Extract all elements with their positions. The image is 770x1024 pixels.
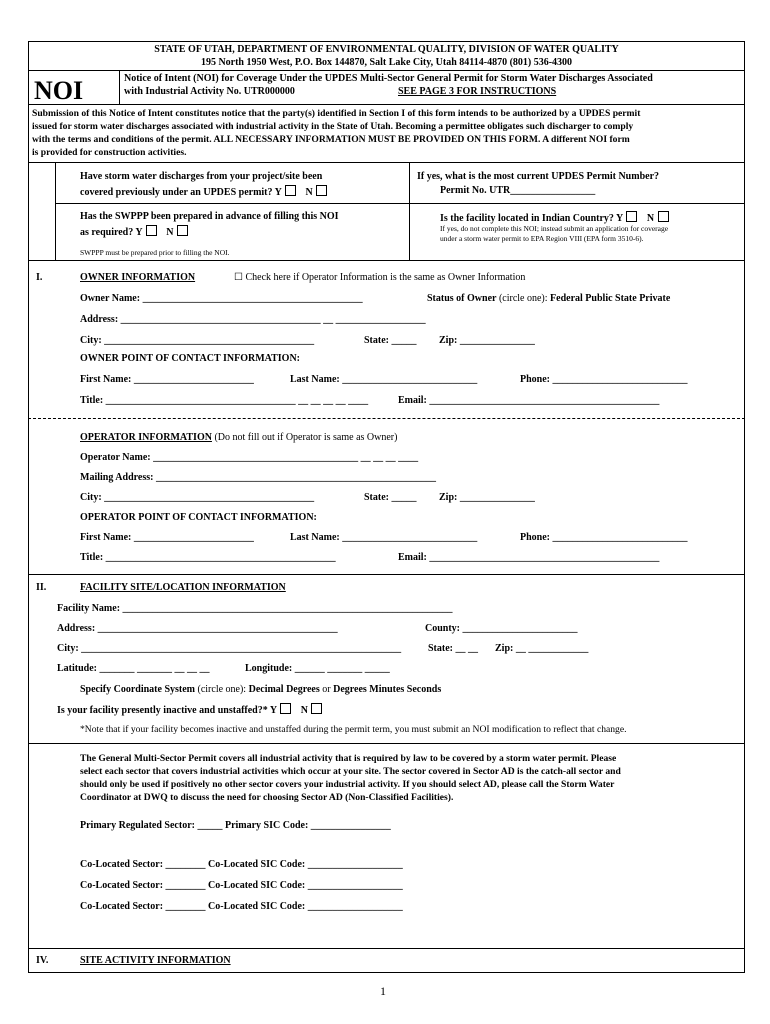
question-row-divider [55, 203, 745, 204]
coordinate-system-label: Specify Coordinate System [80, 684, 195, 695]
owner-title-field[interactable]: Title: ______________________________________ __ __ __ __ ____ [80, 395, 369, 406]
q-swppp-text: as required? Y [80, 227, 143, 238]
owner-city-field[interactable]: City: __________________________________________ [80, 335, 315, 346]
q-previous-yes-checkbox[interactable] [285, 185, 296, 196]
section2-divider [28, 574, 745, 575]
q-indian-yes-checkbox[interactable] [626, 211, 637, 222]
section3-divider [28, 743, 745, 744]
q-indian-no-checkbox[interactable] [658, 211, 669, 222]
owner-zip-field[interactable]: Zip: _______________ [439, 335, 535, 346]
operator-mailing-field[interactable]: Mailing Address: ________________________________________________________ [80, 472, 436, 483]
facility-longitude-field[interactable]: Longitude: ______ _______ _____ [245, 663, 390, 674]
co-located-sector-1[interactable]: Co-Located Sector: ________ Co-Located SIC Code: ___________________ [80, 859, 403, 870]
sector-paragraph-line2: select each sector that covers industrial activities which occur at your site. The sector covered in Sector AD is the catch-all sector and [80, 766, 621, 777]
primary-sector-field[interactable]: Primary Regulated Sector: _____ Primary SIC Code: ________________ [80, 820, 391, 831]
q-indian-no-label: N [646, 213, 655, 224]
q-swppp-yes-checkbox[interactable] [146, 225, 157, 236]
questions-bottom-divider [28, 260, 745, 261]
owner-status-label: Status of Owner [427, 293, 497, 304]
coordinate-or: or [322, 684, 331, 695]
owner-same-as-operator-checkbox[interactable]: ☐ Check here if Operator Information is the same as Owner Information [234, 272, 526, 283]
section2-number: II. [36, 582, 47, 593]
q-indian-country [440, 211, 670, 225]
section4-number: IV. [36, 955, 49, 966]
q-indian-note-line1: If yes, do not complete this NOI; instead submit an application for coverage [440, 224, 669, 233]
operator-city-field[interactable]: City: __________________________________________ [80, 492, 315, 503]
inactive-question-text: Is your facility presently inactive and unstaffed?* Y [57, 705, 277, 716]
header-address: 195 North 1950 West, P.O. Box 144870, Salt Lake City, Utah 84114-4870 (801) 536-4300 [200, 57, 573, 68]
submission-line3: with the terms and conditions of the permit. ALL NECESSARY INFORMATION MUST BE PROVIDED ON THIS FORM. A different NOI form [32, 134, 630, 145]
question-vdivider [409, 162, 410, 260]
facility-county-field[interactable]: County: _______________________ [425, 623, 578, 634]
inactive-no-checkbox[interactable] [311, 703, 322, 714]
operator-state-field[interactable]: State: _____ [364, 492, 417, 503]
operator-first-name-field[interactable]: First Name: ________________________ [80, 532, 254, 543]
sector-paragraph-line3: should only be used if positively no other sector covers your industrial activity. If you should select AD, please call the Storm Water [80, 779, 615, 790]
q-permit-number-field[interactable]: Permit No. UTR_________________ [440, 185, 596, 196]
owner-phone-field[interactable]: Phone: ___________________________ [520, 374, 688, 385]
owner-status-hint: (circle one): [498, 293, 548, 304]
inactive-yes-checkbox[interactable] [280, 703, 291, 714]
notice-title-line2: with Industrial Activity No. UTR000000 [124, 86, 295, 97]
q-indian-country-text: Is the facility located in Indian Country? Y [440, 213, 623, 224]
facility-info-title: FACILITY SITE/LOCATION INFORMATION [80, 582, 286, 593]
facility-latitude-field[interactable]: Latitude: _______ _______ __ __ __ [57, 663, 210, 674]
q-swppp-note: SWPPP must be prepared prior to filling the NOI. [80, 248, 230, 257]
operator-heading [80, 432, 397, 444]
inactive-question [57, 703, 323, 717]
owner-first-name-field[interactable]: First Name: ________________________ [80, 374, 254, 385]
operator-last-name-field[interactable]: Last Name: ___________________________ [290, 532, 478, 543]
owner-state-field[interactable]: State: _____ [364, 335, 417, 346]
q-swppp-no-label: N [166, 227, 174, 238]
operator-email-field[interactable]: Email: ______________________________________________ [398, 552, 660, 563]
operator-name-field[interactable]: Operator Name: _________________________________________ __ __ __ ____ [80, 452, 419, 463]
header-agency: STATE OF UTAH, DEPARTMENT OF ENVIRONMENTAL QUALITY, DIVISION OF WATER QUALITY [154, 44, 619, 55]
site-activity-title: SITE ACTIVITY INFORMATION [80, 955, 231, 966]
facility-city-field[interactable]: City: ________________________________________________________________ [57, 643, 402, 654]
page-number: 1 [380, 984, 386, 998]
q-previous-no-label: N [305, 187, 313, 198]
notice-divider [28, 104, 745, 105]
operator-poc-title: OPERATOR POINT OF CONTACT INFORMATION: [80, 512, 317, 523]
coordinate-system [80, 684, 441, 696]
owner-status [427, 293, 670, 305]
section4-divider [28, 948, 745, 949]
submission-line4: is provided for construction activities. [32, 147, 187, 158]
co-located-sector-2[interactable]: Co-Located Sector: ________ Co-Located SIC Code: ___________________ [80, 880, 403, 891]
facility-address-field[interactable]: Address: ________________________________________________ [57, 623, 338, 634]
owner-address-field[interactable]: Address: ________________________________________ __ __________________ [80, 314, 426, 325]
question-left-border [55, 162, 56, 260]
q-swppp-line1: Has the SWPPP been prepared in advance of filling this NOI [80, 211, 339, 222]
q-previous-coverage-line1: Have storm water discharges from your project/site been [80, 171, 323, 182]
facility-state-field[interactable]: State: __ __ [428, 643, 478, 654]
submission-line2: issued for storm water discharges associated with industrial activity in the State of Utah. Becoming a permittee obligates such discharger to comply [32, 121, 634, 132]
inactive-note: *Note that if your facility becomes inactive and unstaffed during the permit term, you must submit an NOI modification to reflect that change. [80, 724, 627, 735]
operator-title-field[interactable]: Title: ______________________________________________ [80, 552, 336, 563]
header-divider [28, 70, 745, 71]
coordinate-option-decimal[interactable]: Decimal Degrees [248, 684, 320, 695]
facility-zip-field[interactable]: Zip: __ ____________ [495, 643, 589, 654]
facility-name-field[interactable]: Facility Name: __________________________________________________________________ [57, 603, 453, 614]
q-indian-note-line2: under a storm water permit to EPA Region VIII (EPA form 3510-6). [440, 234, 644, 243]
operator-phone-field[interactable]: Phone: ___________________________ [520, 532, 688, 543]
q-previous-coverage-line2 [80, 185, 328, 199]
coordinate-system-hint: (circle one): [197, 684, 247, 695]
operator-info-title: OPERATOR INFORMATION [80, 432, 212, 443]
q-previous-coverage-text: covered previously under an UPDES permit? Y [80, 187, 282, 198]
q-swppp-no-checkbox[interactable] [177, 225, 188, 236]
noi-label: NOI [34, 76, 84, 105]
sector-paragraph-line1: The General Multi-Sector Permit covers all industrial activity that is required by law to be covered by a storm water permit. Please [80, 753, 617, 764]
operator-zip-field[interactable]: Zip: _______________ [439, 492, 535, 503]
see-instructions: SEE PAGE 3 FOR INSTRUCTIONS [398, 86, 557, 97]
owner-email-field[interactable]: Email: ______________________________________________ [398, 395, 660, 406]
submission-line1: Submission of this Notice of Intent constitutes notice that the party(s) identified in Section I of this form intends to be authorized by a UPDES permit [32, 108, 641, 119]
submission-divider [28, 162, 745, 163]
owner-last-name-field[interactable]: Last Name: ___________________________ [290, 374, 478, 385]
section-dashed-divider [28, 418, 745, 419]
owner-poc-title: OWNER POINT OF CONTACT INFORMATION: [80, 353, 301, 364]
owner-status-options[interactable]: Federal Public State Private [550, 293, 671, 304]
coordinate-option-dms[interactable]: Degrees Minutes Seconds [333, 684, 442, 695]
inactive-no-label: N [300, 705, 308, 716]
q-swppp-line2 [80, 225, 189, 239]
noi-divider [119, 70, 120, 104]
q-permit-number-line1: If yes, what is the most current UPDES Permit Number? [417, 171, 660, 182]
owner-name-field[interactable]: Owner Name: ____________________________________________ [80, 293, 363, 304]
owner-info-title: OWNER INFORMATION [80, 272, 196, 283]
operator-info-note: (Do not fill out if Operator is same as Owner) [214, 432, 398, 443]
notice-title-line1: Notice of Intent (NOI) for Coverage Under the UPDES Multi-Sector General Permit for Storm Water Discharges Associated [124, 73, 653, 84]
sector-paragraph-line4: Coordinator at DWQ to discuss the need for choosing Sector AD (Non-Classified Facilities). [80, 792, 454, 803]
q-previous-no-checkbox[interactable] [316, 185, 327, 196]
section1-number: I. [36, 272, 43, 283]
co-located-sector-3[interactable]: Co-Located Sector: ________ Co-Located SIC Code: ___________________ [80, 901, 403, 912]
